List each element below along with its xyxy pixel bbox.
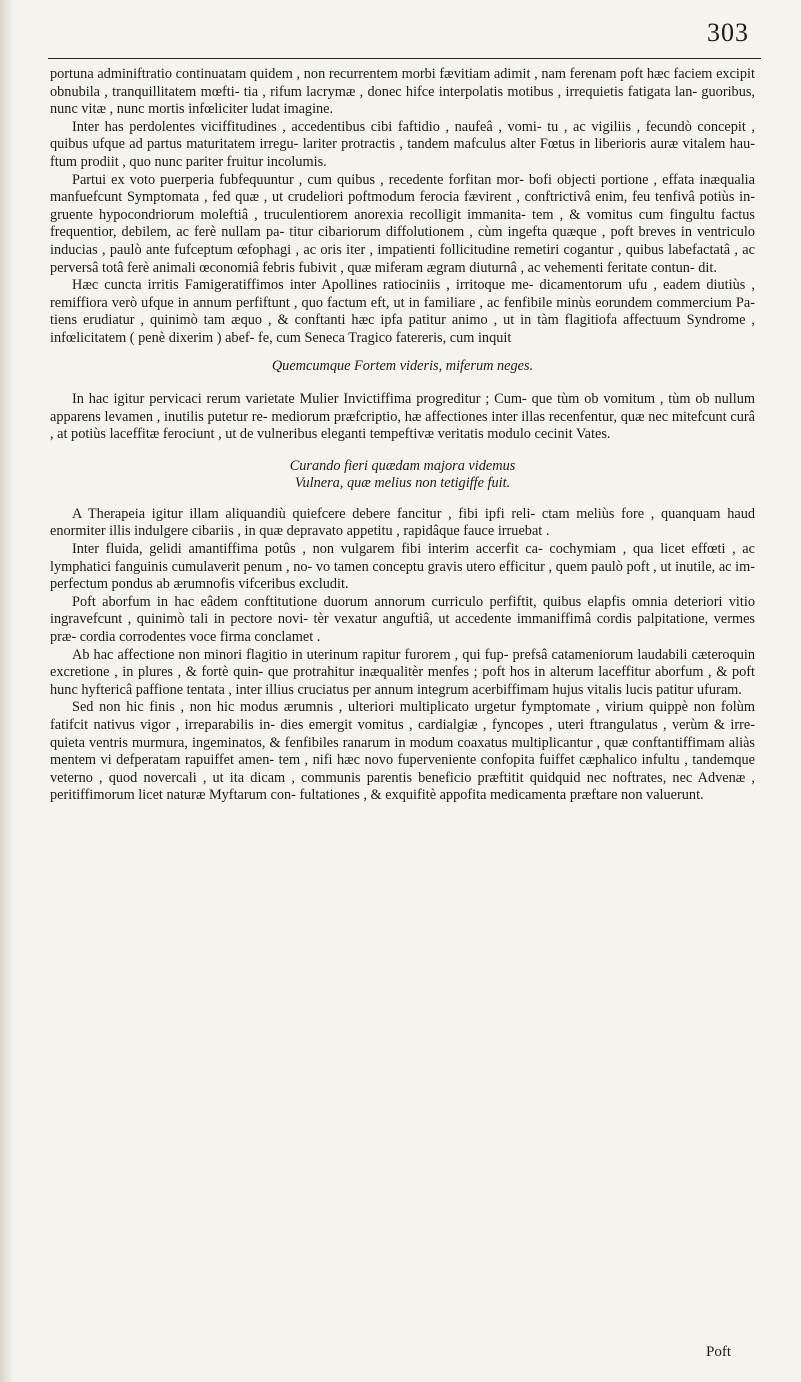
header-rule bbox=[48, 58, 761, 59]
verse-line-1: Curando fieri quædam majora videmus bbox=[289, 457, 516, 474]
paragraph-9: Ab hac affectione non minori flagitio in uterinum rapitur furorem , qui fup- prefsâ catameniorum laudabili cæteroquin excretione , in plures , & fortè quin- que protrahitur inæqualitèr menfes ; poft hos in alterum laceffitur aborfum , & poft hunc hyftericâ paffione tentata , inter illius cruciatus per annum integrum acerbiffimam hujus vitalis lucis patitur ufuram. bbox=[50, 646, 755, 698]
paragraph-7: Inter fluida, gelidi amantiffima potûs , non vulgarem fibi interim accerfit ca- cochymiam , qua licet effœti , ac lymphatici fanguinis cumulaverit penum , no- vo tamen conceptu gravis utero efficitur , quem paulò poft , ut inutile, ac im- perfectum pondus ab ærumnofis vifceribus excludit. bbox=[50, 541, 755, 593]
paragraph-1: portuna adminiftratio continuatam quidem , non recurrentem morbi fævitiam adimit , nam ferenam poft hæc faciem excipit obnubila , tranquillitatem mœfti- tia , rifum lacrymæ , donec hifce interpolatis motibus , irrequietis fatigata lan- guoribus, nunc vitæ , nunc mortis infœliciter ludat imagine. bbox=[50, 66, 755, 118]
binding-shadow bbox=[0, 0, 14, 1382]
paragraph-2: Inter has perdolentes viciffitudines , accedentibus cibi faftidio , naufeâ , vomi- tu , ac vigiliis , fecundò concepit , quibus ufque ad partus maturitatem irregu- lariter protractis , tandem mafculus alter Fœtus in liberioris auræ vitalem hau- ftum prodiit , quo nunc pariter fruitur incolumis. bbox=[50, 118, 755, 170]
verse-line-2: Vulnera, quæ melius non tetigiffe fuit. bbox=[294, 474, 511, 491]
paragraph-8: Poft aborfum in hac eâdem conftitutione duorum annorum curriculo perfiftit, quibus elapfis omnia deteriori vitio ingravefcunt , quinimò tali in pectore novi- tèr vexatur anguftiâ, ut accedente immaniffimâ cordis palpitatione, vermes præ- cordia corrodentes voce firma conclamet . bbox=[50, 593, 755, 646]
paragraph-5: In hac igitur pervicaci rerum varietate Mulier Invictiffima progreditur ; Cum- que tùm ob vomitum , tùm ob nullum apparens levamen , inutilis putetur re- mediorum præfcriptio, hæ affectiones inter illas recenfentur, quæ nec mitefcunt curâ , at potiùs laceffitæ ferociunt , ut de vulneribus eleganti tempeftivæ veritatis modulo cecinit Vates. bbox=[50, 391, 755, 443]
paragraph-6: A Therapeia igitur illam aliquandiù quiefcere debere fancitur , fibi ipfi reli- ctam meliùs fore , quanquam haud enormiter illis indulgere cibariis , in quæ depravato appetitu , rapidâque fauce irruebat . bbox=[50, 505, 755, 540]
paragraph-3: Partui ex voto puerperia fubfequuntur , cum quibus , recedente forfitan mor- bofi objecti portione , effata inæqualia manfuefcunt Symptomata , fed quæ , ut crudeliori poftmodum ferocia fævirent , conftrictivâ enim, feu tenfivâ potiùs in- gruente hypocondriorum moleftiâ , truculentiorem anorexia recolligit immanita- tem , & vomitus cum fingultu factus frequentior, debilem, ac ferè nullam pa- titur cibariorum diffolutionem , cùm ingefta quæque , poft breves in ventriculo inducias , paulò ante fufceptum œfophagi , ac oris iter , impatienti follicitudine remetiri cogantur , quibus labefactatâ , ac perversâ totâ ferè animali œconomiâ febris fubivit , quæ miferam ægram diuturnâ , ac vehementi feritate contun- dit. bbox=[50, 171, 755, 276]
body-text bbox=[50, 66, 755, 805]
paragraph-10: Sed non hic finis , non hic modus ærumnis , ulteriori multiplicato urgetur fymptomate , virium quippè non folùm fatifcit nativus vigor , irreparabilis in- dies emergit vomitus , cardialgiæ , fyncopes , uteri ftrangulatus , verùm & irre- quieta ventris murmura, ingeminatos, & fenfibiles ranarum in modum coaxatus multiplicantur , quæ conftantiffimam aliàs mentem vi defperatam rapuiffet amen- tem , nifi hæc novo fuperveniente confopita fuiffet cæphalico infultu , tandemque veterno , quod novercali , ut ita dicam , communis parentis beneficio præftitit quidquid nec noftrates, nec Advenæ , peritiffimorum licet naturæ Myftarum con- fultationes , & exquifitè appofita medicamenta præftare non valuerunt. bbox=[50, 699, 755, 804]
seneca-quote: Quemcumque Fortem videris, miferum neges. bbox=[271, 357, 534, 374]
verse-quote bbox=[50, 458, 755, 492]
paragraph-4: Hæc cuncta irritis Famigeratiffimos inter Apollines ratiociniis , irritoque me- dicamentorum ufu , eadem diutiùs , remiffiora verò ufque in annum perfiftunt , quo factum eft, ut in familiare , ac fenfibile minùs eorundem commercium Pa- tiens erudiatur , quinimò tam æquo , & conftanti hæc ipfa patitur animo , ut in tàm flagitiofa affectuum Syndrome , infœlicitatem ( penè dixerim ) abef- fe, cum Seneca Tragico fatereris, cum inquit bbox=[50, 277, 755, 346]
page-number: 303 bbox=[707, 18, 749, 47]
catchword: Poft bbox=[705, 1344, 731, 1360]
